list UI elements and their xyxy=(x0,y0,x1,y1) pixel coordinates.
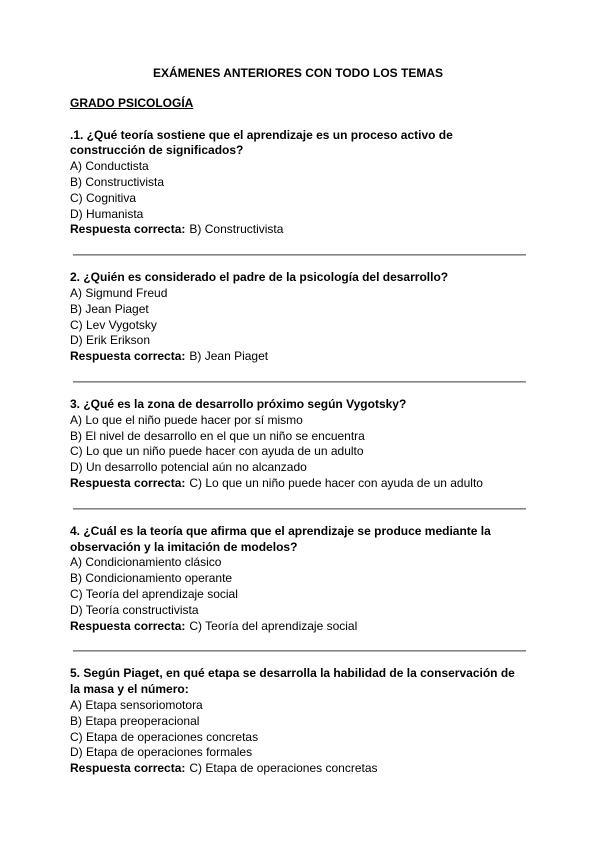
question-title: 2. ¿Quién es considerado el padre de la psicología del desarrollo? xyxy=(70,270,449,285)
answer-label: Respuesta correcta: xyxy=(70,475,186,490)
document-title: EXÁMENES ANTERIORES CON TODO LOS TEMAS xyxy=(152,66,444,80)
answer-label: Respuesta correcta: xyxy=(70,222,186,237)
question-option: A) Conductista xyxy=(70,159,149,174)
question-block-3 xyxy=(70,397,526,492)
question-block-5 xyxy=(70,666,526,777)
question-option: B) Etapa preoperacional xyxy=(70,713,200,728)
question-option: A) Lo que el niño puede hacer por sí mismo xyxy=(70,412,303,427)
question-option: C) Teoría del aprendizaje social xyxy=(70,586,238,601)
answer-value: C) Lo que un niño puede hacer con ayuda de un adulto xyxy=(189,475,483,490)
question-option: A) Sigmund Freud xyxy=(70,285,168,300)
answer-label: Respuesta correcta: xyxy=(70,618,186,633)
question-option: C) Cognitiva xyxy=(70,190,137,205)
question-option: C) Etapa de operaciones concretas xyxy=(70,729,259,744)
answer-line xyxy=(70,619,526,635)
answer-value: C) Teoría del aprendizaje social xyxy=(189,618,358,633)
question-option: D) Etapa de operaciones formales xyxy=(70,745,253,760)
question-title: 5. Según Piaget, en qué etapa se desarrolla la habilidad de la conservación de la masa y el número: xyxy=(70,666,515,697)
answer-label: Respuesta correcta: xyxy=(70,761,186,776)
question-title: .1. ¿Qué teoría sostiene que el aprendizaje es un proceso activo de construcción de significados? xyxy=(70,127,453,158)
section-divider xyxy=(73,381,526,383)
section-heading: GRADO PSICOLOGÍA xyxy=(70,95,194,110)
question-block-4 xyxy=(70,524,526,635)
answer-value: B) Jean Piaget xyxy=(189,349,269,364)
question-option: D) Teoría constructivista xyxy=(70,602,199,617)
answer-line xyxy=(70,222,526,238)
question-title: 3. ¿Qué es la zona de desarrollo próximo según Vygotsky? xyxy=(70,396,407,411)
answer-value: B) Constructivista xyxy=(189,222,284,237)
answer-line xyxy=(70,761,526,777)
question-block-1 xyxy=(70,128,526,239)
question-option: A) Etapa sensoriomotora xyxy=(70,697,203,712)
question-title: 4. ¿Cuál es la teoría que afirma que el aprendizaje se produce mediante la observación y la imitación de modelos? xyxy=(70,523,491,554)
question-option: B) Constructivista xyxy=(70,174,165,189)
question-option: B) El nivel de desarrollo en el que un niño se encuentra xyxy=(70,428,365,443)
section-divider xyxy=(73,650,526,652)
question-option: D) Un desarrollo potencial aún no alcanzado xyxy=(70,460,307,475)
question-option: D) Humanista xyxy=(70,206,144,221)
answer-value: C) Etapa de operaciones concretas xyxy=(189,761,378,776)
question-option: A) Condicionamiento clásico xyxy=(70,555,222,570)
question-option: C) Lev Vygotsky xyxy=(70,317,157,332)
section-divider xyxy=(73,254,526,256)
question-block-2 xyxy=(70,270,526,365)
question-option: C) Lo que un niño puede hacer con ayuda de un adulto xyxy=(70,444,364,459)
question-option: B) Condicionamiento operante xyxy=(70,571,233,586)
section-divider xyxy=(73,508,526,510)
answer-label: Respuesta correcta: xyxy=(70,349,186,364)
answer-line xyxy=(70,349,526,365)
question-option: D) Erik Erikson xyxy=(70,333,151,348)
question-option: B) Jean Piaget xyxy=(70,301,149,316)
answer-line xyxy=(70,476,526,492)
